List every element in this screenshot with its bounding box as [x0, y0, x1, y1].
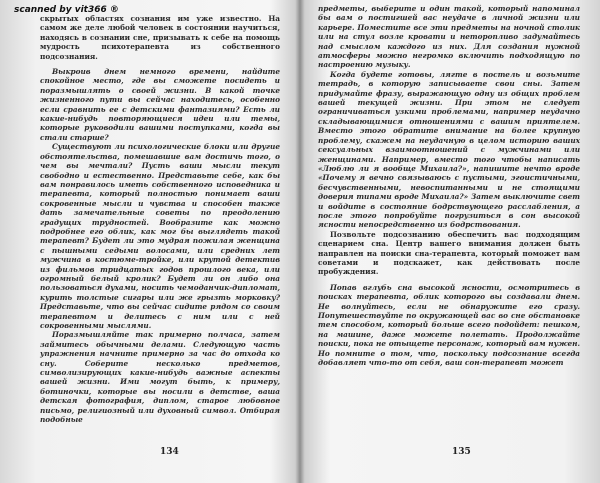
paragraph: Выкроив днем немного времени, найдите спокойное место, где вы сможете посидеть и поразмышлять о своей жизни. В какой точке жизненного пути вы сейчас находитесь, особенно если сравнить ее с детскими фантазиями? Есть ли какие-нибудь повторяющиеся идеи или темы, которые руководили вашими поступками, когда вы стали старше?: [40, 67, 280, 142]
right-page: [302, 0, 600, 483]
paragraph: Когда будете готовы, лягте в постель и возьмите тетрадь, в которую записываете свои сны. Затем придумайте фразу, выражающую одну из общих проблем вашей текущей жизни. При этом не следует ограничиваться узкими проблемами, например неудачно складывающимися отношениями с вашим приятелем. Вместо этого обратите внимание на более крупную проблему, скажем на неудачную в целом историю ваших сексуальных взаимоотношений с мужчинами или женщинами. Например, вместо того чтобы написать «Люблю ли я вообще Михаила?», напишите нечто вроде «Почему я вечно связываюсь с пустыми, эгоистичными, бесчувственными, невоспитанными и не стоящими доверия типами вроде Михаила?» Затем выключите свет и войдите в состояние бодрствующего расслабления, а после этого попробуйте погрузиться в сон высокой ясности непосредственно из бодрствования.: [318, 69, 580, 230]
page-number: 134: [160, 447, 179, 457]
right-page-text: [318, 4, 580, 367]
paragraph: Существуют ли психологические блоки или другие обстоятельства, помешавшие вам достичь того, о чем вы мечтали? Пусть ваши мысли текут свободно и естественно. Представьте себе, как бы вам понравилось иметь собственного исповедника и терапевта, который полностью понимает ваши сокровенные мысли и чувства и способен также дать замечательные советы по преодолению градущих трудностей. Вообразите как можно подробнее его облик, как мог бы выглядеть такой терапевт? Будет ли это мудрая пожилая женщина с пышными седыми волосами, или средних лет мужчина в костюме-тройке, или крутой детектив из фильмов тридцатых годов прошлого века, или огромный белый кролик? Будет ли он либо она пользоваться духами, носить чемоданчик-дипломат, курить толстые сигары или же грызть морковку? Представьте, что вы сейчас сидите рядом со своим терапевтом и делитесь с ним или с ней сокровенными мыслями.: [40, 142, 280, 330]
paragraph: Попав вглубь сна высокой ясности, осмотритесь в поисках терапевта, облик которого вы создавали днем. Не волнуйтесь, если не обнаружите его сразу. Попутешествуйте по окружающей вас во сне обстановке тем способом, который больше всего подойдет: пешком, на машине, даже можете полетать. Продолжайте поиски, пока не отыщете персонаж, который вам нужен. Но помните о том, что, поскольку подсознание всегда добавляет что-то от себя, ваш сон-терапевт может: [318, 282, 580, 368]
left-page-text: [40, 14, 280, 424]
paragraph: Поразмышляйте так примерно полчаса, затем займитесь обычными делами. Следующую часть упражнения начните примерно за час до отхода ко сну. Соберите несколько предметов, символизирующих какие-нибудь важные аспекты вашей жизни. Ими могут быть, к примеру, ботиночки, которые вы носили в детстве, ваша детская фотография, диплом, старое любовное письмо, религиозный или духовный символ. Отбирая подобные: [40, 330, 280, 425]
paragraph: предметы, выберите и один такой, который напоминал бы вам о постигшей вас неудаче в личной жизни или карьере. Поместите все эти предметы на ночной столик или на стул возле кровати и неторопливо задумайтесь над смыслом каждого из них. Для создания нужной атмосферы можно негромко включить подходящую по настроению музыку.: [318, 4, 580, 70]
page-number: 135: [452, 447, 471, 457]
paragraph: скрытых областях сознания им уже известно. На самом же деле любой человек в состоянии научиться, находясь в сознании сне, призывать к себе на помощь мудрость психотерапевта из собственного подсознания.: [40, 14, 280, 61]
scan-credit: scanned by vit366 ®: [14, 5, 119, 15]
paragraph: Позвольте подсознанию обеспечить вас подходящим сценарием сна. Центр вашего внимания должен быть направлен на поиски сна-терапевта, который поможет вам советами и подскажет, как действовать после пробуждения.: [318, 229, 580, 277]
left-page: [0, 0, 298, 483]
